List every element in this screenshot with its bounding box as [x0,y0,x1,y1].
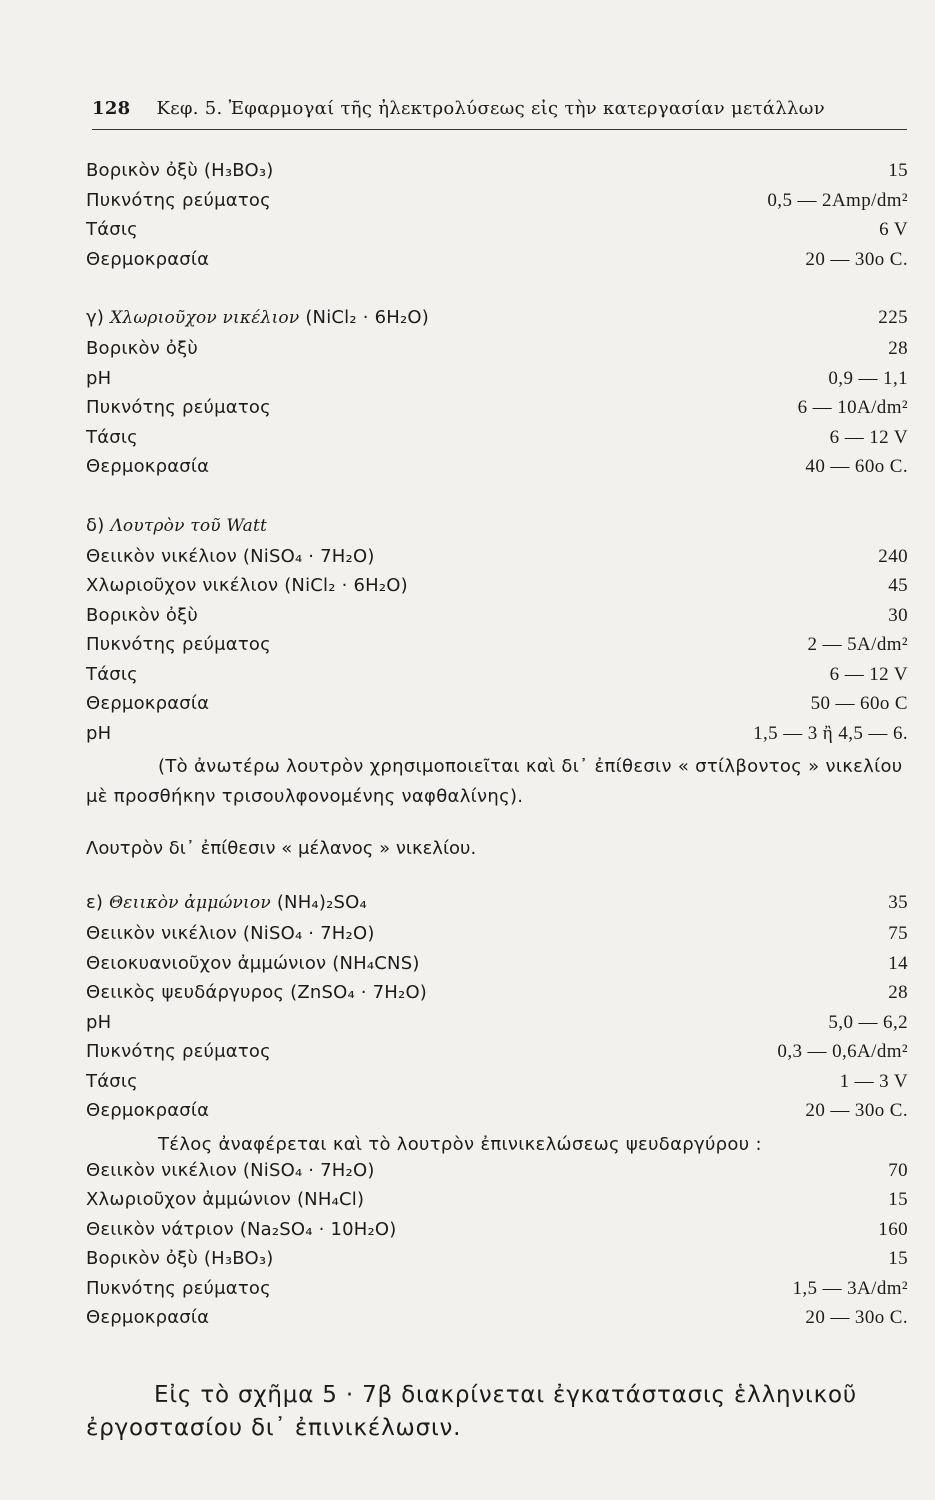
row-label: Βορικὸν ὀξὺ [86,338,198,359]
table-row [86,923,908,953]
page-content [86,160,908,1468]
row-label: pH [86,367,112,389]
section-heading-row [86,892,908,923]
table-row [86,427,908,457]
row-label: Πυκνότης ρεύματος [86,189,271,211]
row-value: 5,0 — 6,2 [828,1011,908,1033]
row-value: 1,5 — 3 ἢ 4,5 — 6. [753,722,908,744]
row-value: 15 [888,1189,908,1210]
row-value: 20 — 30ο C. [805,248,908,270]
page-number: 128 [92,98,131,119]
row-label: Βορικὸν ὀξὺ [86,604,198,626]
section-letter: ε) [86,892,104,913]
table-row [86,1012,908,1042]
row-label: Θερμοκρασία [86,248,210,270]
row-value: 30 [888,604,908,626]
section-formula: (NH₄)₂SO₄ [276,892,367,913]
section-letter: δ) [86,514,105,536]
row-value: 0,5 — 2Amp/dm² [767,189,908,211]
table-row [86,368,908,398]
section-note: (Τὸ ἀνωτέρω λουτρὸν χρησιμοποιεῖται καὶ δι᾽ ἐπίθεσιν « στίλβοντος » νικελίου μὲ προσθήκην τρισουλφονομένης ναφθαλίνης). [86,756,903,807]
table-row [86,982,908,1012]
row-label: Θερμοκρασία [86,1307,210,1328]
table-row [86,575,908,605]
section-heading [86,515,267,536]
row-label: Πυκνότης ρεύματος [86,1277,271,1299]
row-value: 240 [878,545,908,567]
row-value: 28 [888,338,908,359]
section-heading [86,892,367,913]
table-row [86,546,908,576]
row-value: 6 — 12 V [829,426,908,448]
row-value: 45 [888,575,908,596]
table-row [86,1160,908,1190]
row-label: pH [86,1011,112,1033]
black-nickel-heading: Λουτρὸν δι᾽ ἐπίθεσιν « μέλανος » νικελίου. [86,838,477,859]
section-name: Θειικὸν ἀμμώνιον [109,893,271,913]
table-row [86,1041,908,1071]
row-value: 6 V [879,219,908,240]
row-label: Θειικὸς ψευδάργυρος (ZnSO₄ · 7H₂O) [86,982,428,1003]
row-value: 6 — 10A/dm² [797,397,908,418]
table-row [86,1278,908,1308]
section-heading-row [86,307,908,338]
page-header [92,98,907,119]
section-b-tail [86,160,908,278]
zinc-nickel-intro: Τέλος ἀναφέρεται καὶ τὸ λουτρὸν ἐπινικελώσεως ψευδαργύρου : [158,1133,762,1155]
row-value: 40 — 60ο C. [805,456,908,477]
table-row [86,605,908,635]
table-row [86,338,908,368]
row-value: 75 [888,923,908,944]
row-label: Θειικὸν νικέλιον (NiSO₄ · 7H₂O) [86,545,375,567]
row-label: Θειικὸν νικέλιον (NiSO₄ · 7H₂O) [86,923,375,944]
table-row [86,1071,908,1101]
row-value: 1 — 3 V [839,1070,908,1092]
table-row [86,1307,908,1337]
section-heading [86,307,429,328]
row-value: 15 [888,1248,908,1269]
row-label: Βορικὸν ὀξὺ (H₃BO₃) [86,1248,274,1269]
row-value: 0,9 — 1,1 [828,367,908,389]
table-row [86,160,908,190]
row-value: 6 — 12 V [829,663,908,685]
row-label: Θερμοκρασία [86,693,210,714]
row-label: Χλωριοῦχον ἀμμώνιον (NH₄Cl) [86,1189,365,1210]
table-row [86,634,908,664]
section-name: Λουτρὸν τοῦ Watt [110,515,268,536]
table-row [86,190,908,220]
section-formula: (NiCl₂ · 6H₂O) [305,307,429,328]
row-value: 50 — 60ο C [810,693,908,714]
table-row [86,219,908,249]
table-row [86,456,908,486]
section-c [86,307,908,486]
footer-paragraph: Εἰς τὸ σχῆμα 5 · 7β διακρίνεται ἐγκατάστασις ἑλληνικοῦ ἐργοστασίου δι᾽ ἐπινικέλωσιν. [86,1381,857,1441]
section-heading-row [86,515,908,546]
row-label: Θειοκυανιοῦχον ἀμμώνιον (NH₄CNS) [86,952,420,974]
row-value: 70 [888,1159,908,1181]
row-value: 0,3 — 0,6A/dm² [777,1041,908,1062]
row-label: Θειικὸν νικέλιον (NiSO₄ · 7H₂O) [86,1159,375,1181]
running-title: Κεφ. 5. Ἐφαρμογαί τῆς ἠλεκτρολύσεως εἰς τὴν κατεργασίαν μετάλλων [156,98,825,119]
row-label: Τάσις [86,426,138,448]
row-label: pH [86,722,112,744]
section-d [86,515,908,813]
table-row [86,1219,908,1249]
row-label: Τάσις [86,1070,138,1092]
section-letter: γ) [86,307,105,328]
row-value: 35 [888,892,908,913]
row-label: Πυκνότης ρεύματος [86,1041,271,1062]
table-row [86,1100,908,1130]
table-row [86,249,908,279]
row-label: Χλωριοῦχον νικέλιον (NiCl₂ · 6H₂O) [86,575,408,596]
row-label: Πυκνότης ρεύματος [86,634,271,655]
row-label: Πυκνότης ρεύματος [86,397,271,418]
row-label: Τάσις [86,663,138,685]
row-value: 28 [888,982,908,1003]
row-value: 225 [878,307,908,328]
row-label: Θερμοκρασία [86,456,210,477]
table-row [86,723,908,753]
table-row [86,1248,908,1278]
row-label: Θερμοκρασία [86,1100,210,1121]
row-value: 20 — 30ο C. [805,1100,908,1121]
table-row [86,1189,908,1219]
section-e [86,892,908,1130]
row-label: Θειικὸν νάτριον (Na₂SO₄ · 10H₂O) [86,1218,397,1240]
row-value: 2 — 5A/dm² [807,634,908,655]
section-name: Χλωριοῦχον νικέλιον [110,308,300,328]
row-value: 15 [888,160,908,181]
table-row [86,664,908,694]
row-label: Βορικὸν ὀξὺ (H₃BO₃) [86,160,274,181]
row-value: 20 — 30ο C. [805,1307,908,1328]
table-row [86,693,908,723]
table-row [86,953,908,983]
row-label: Τάσις [86,219,138,240]
row-value: 1,5 — 3A/dm² [792,1277,908,1299]
header-rule [92,129,907,130]
table-row [86,397,908,427]
row-value: 160 [878,1218,908,1240]
zinc-nickel-section [86,1130,908,1337]
row-value: 14 [888,952,908,974]
